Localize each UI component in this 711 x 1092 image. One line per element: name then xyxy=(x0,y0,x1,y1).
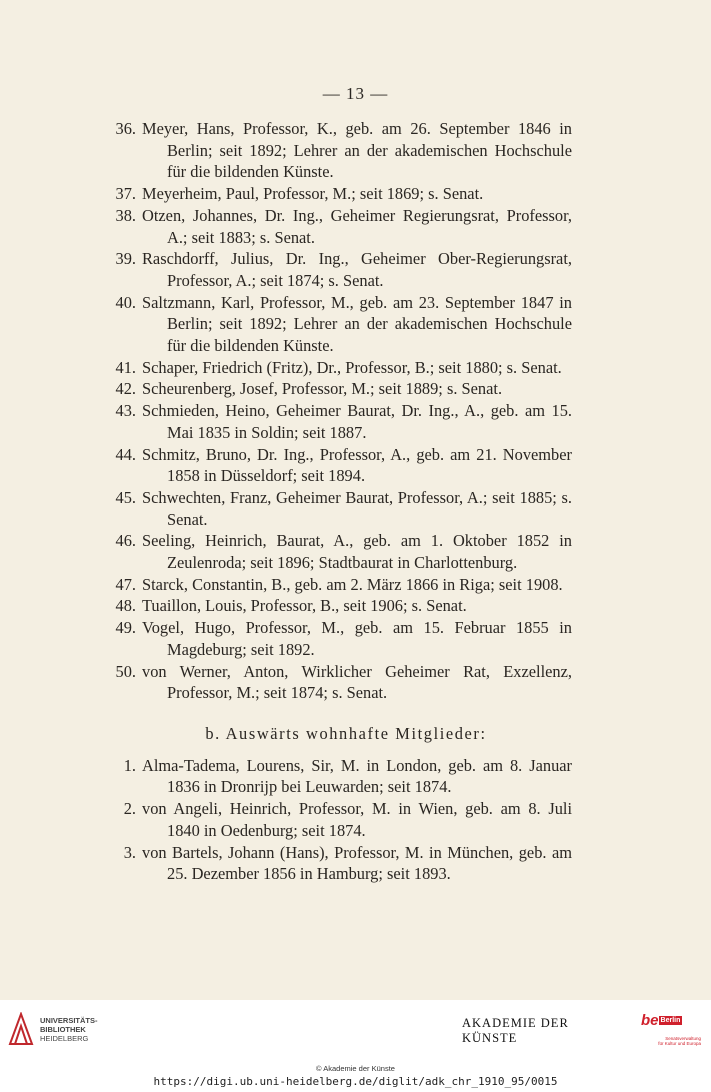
entry-text: Seeling, Heinrich, Baurat, A., geb. am 1. Oktober 1852 in Zeulenroda; seit 1896; Stadtbaurat in Charlottenburg. xyxy=(142,531,572,573)
entry-number: 40. xyxy=(115,292,136,312)
beberlin-subtitle-line: für Kultur und Europa xyxy=(658,1041,701,1046)
list-item xyxy=(100,292,572,357)
entry-number: 46. xyxy=(115,531,136,551)
entry-number: 41. xyxy=(115,357,136,377)
entry-text: Otzen, Johannes, Dr. Ing., Geheimer Regierungsrat, Professor, A.; seit 1883; s. Senat. xyxy=(142,205,572,247)
library-name xyxy=(40,1016,98,1043)
list-item xyxy=(100,248,572,291)
akademie-logo[interactable] xyxy=(453,1014,631,1048)
beberlin-subtitle xyxy=(641,1036,701,1046)
list-item xyxy=(100,487,572,530)
entry-text: Schmieden, Heino, Geheimer Baurat, Dr. Ing., A., geb. am 15. Mai 1835 in Soldin; seit 1887. xyxy=(142,401,572,442)
beberlin-be: be xyxy=(641,1012,659,1029)
list-item xyxy=(100,530,572,573)
university-library-logo[interactable] xyxy=(8,1012,98,1046)
beberlin-tag: Berlin xyxy=(660,1017,681,1024)
list-item xyxy=(100,183,572,205)
entry-number: 39. xyxy=(115,249,136,269)
entry-text: Tuaillon, Louis, Professor, B., seit 1906; s. Senat. xyxy=(142,596,467,616)
entry-text: von Werner, Anton, Wirklicher Geheimer Rat, Exzellenz, Professor, M.; seit 1874; s. Senat. xyxy=(142,661,572,703)
akademie-label: AKADEMIE DER KÜNSTE xyxy=(453,1010,631,1052)
list-item xyxy=(100,400,572,443)
list-item xyxy=(100,205,572,248)
entry-text: Meyerheim, Paul, Professor, M.; seit 1869; s. Senat. xyxy=(142,184,484,204)
document-body xyxy=(100,118,572,885)
entry-number: 48. xyxy=(115,596,136,616)
list-item xyxy=(100,118,572,183)
entry-number: 42. xyxy=(115,379,136,399)
entry-number: 38. xyxy=(115,205,136,225)
entry-text: Vogel, Hugo, Professor, M., geb. am 15. Februar 1855 in Magdeburg; seit 1892. xyxy=(142,618,572,659)
entry-text: Schmitz, Bruno, Dr. Ing., Professor, A., geb. am 21. November 1858 in Düsseldorf; seit 1894. xyxy=(142,444,572,486)
entry-number: 37. xyxy=(115,184,136,204)
library-name-line: BIBLIOTHEK xyxy=(40,1024,86,1034)
entry-number: 3. xyxy=(123,842,136,862)
list-item xyxy=(100,595,572,617)
beberlin-subtitle-line: Senatsverwaltung xyxy=(665,1036,701,1041)
copyright-notice: © Akademie der Künste xyxy=(316,1064,395,1073)
list-item xyxy=(100,755,572,798)
entry-text: Scheurenberg, Josef, Professor, M.; seit 1889; s. Senat. xyxy=(142,379,503,399)
list-item xyxy=(100,444,572,487)
list-item xyxy=(100,378,572,400)
section-heading: b. Auswärts wohnhafte Mitglieder: xyxy=(205,723,487,743)
library-name-line: UNIVERSITÄTS- xyxy=(40,1015,98,1025)
page-number: — 13 — xyxy=(322,84,389,103)
entry-text: Alma-Tadema, Lourens, Sir, M. in London, geb. am 8. Januar 1836 in Dronrijp bei Leuwarden; seit 1874. xyxy=(142,755,572,797)
permalink-url[interactable]: https://digi.ub.uni-heidelberg.de/diglit/adk_chr_1910_95/0015 xyxy=(153,1075,558,1088)
member-list-external xyxy=(100,755,572,885)
entry-number: 44. xyxy=(115,444,136,464)
entry-text: Schaper, Friedrich (Fritz), Dr., Professor, B.; seit 1880; s. Senat. xyxy=(142,357,562,377)
list-item xyxy=(100,574,572,596)
entry-number: 50. xyxy=(115,661,136,681)
entry-number: 45. xyxy=(115,487,136,507)
entry-text: Raschdorff, Julius, Dr. Ing., Geheimer Ober-Regierungsrat, Professor, A.; seit 1874; s. Senat. xyxy=(142,249,572,290)
member-list-local xyxy=(100,118,572,704)
entry-text: Meyer, Hans, Professor, K., geb. am 26. September 1846 in Berlin; seit 1892; Lehrer an der akademischen Hochschule für die bildenden Künste. xyxy=(142,119,572,182)
library-crest-icon xyxy=(8,1012,34,1046)
entry-text: Schwechten, Franz, Geheimer Baurat, Professor, A.; seit 1885; s. Senat. xyxy=(142,487,572,529)
entry-text: Saltzmann, Karl, Professor, M., geb. am 23. September 1847 in Berlin; seit 1892; Lehrer an der akademischen Hochschule für die bildenden Künste. xyxy=(142,292,572,356)
list-item xyxy=(100,617,572,660)
beberlin-logo[interactable] xyxy=(641,1012,701,1054)
entry-number: 1. xyxy=(123,755,136,775)
list-item xyxy=(100,798,572,841)
entry-number: 2. xyxy=(123,799,136,819)
entry-text: von Bartels, Johann (Hans), Professor, M. in München, geb. am 25. Dezember 1856 in Hamburg; seit 1893. xyxy=(142,842,572,884)
entry-text: Starck, Constantin, B., geb. am 2. März 1866 in Riga; seit 1908. xyxy=(142,574,563,594)
entry-number: 47. xyxy=(115,574,136,594)
library-name-line: HEIDELBERG xyxy=(40,1033,89,1043)
entry-number: 49. xyxy=(115,618,136,638)
list-item xyxy=(100,842,572,885)
entry-text: von Angeli, Heinrich, Professor, M. in Wien, geb. am 8. Juli 1840 in Oedenburg; seit 1874. xyxy=(142,799,572,840)
list-item xyxy=(100,661,572,704)
entry-number: 36. xyxy=(115,119,136,138)
entry-number: 43. xyxy=(115,401,136,421)
list-item xyxy=(100,357,572,379)
